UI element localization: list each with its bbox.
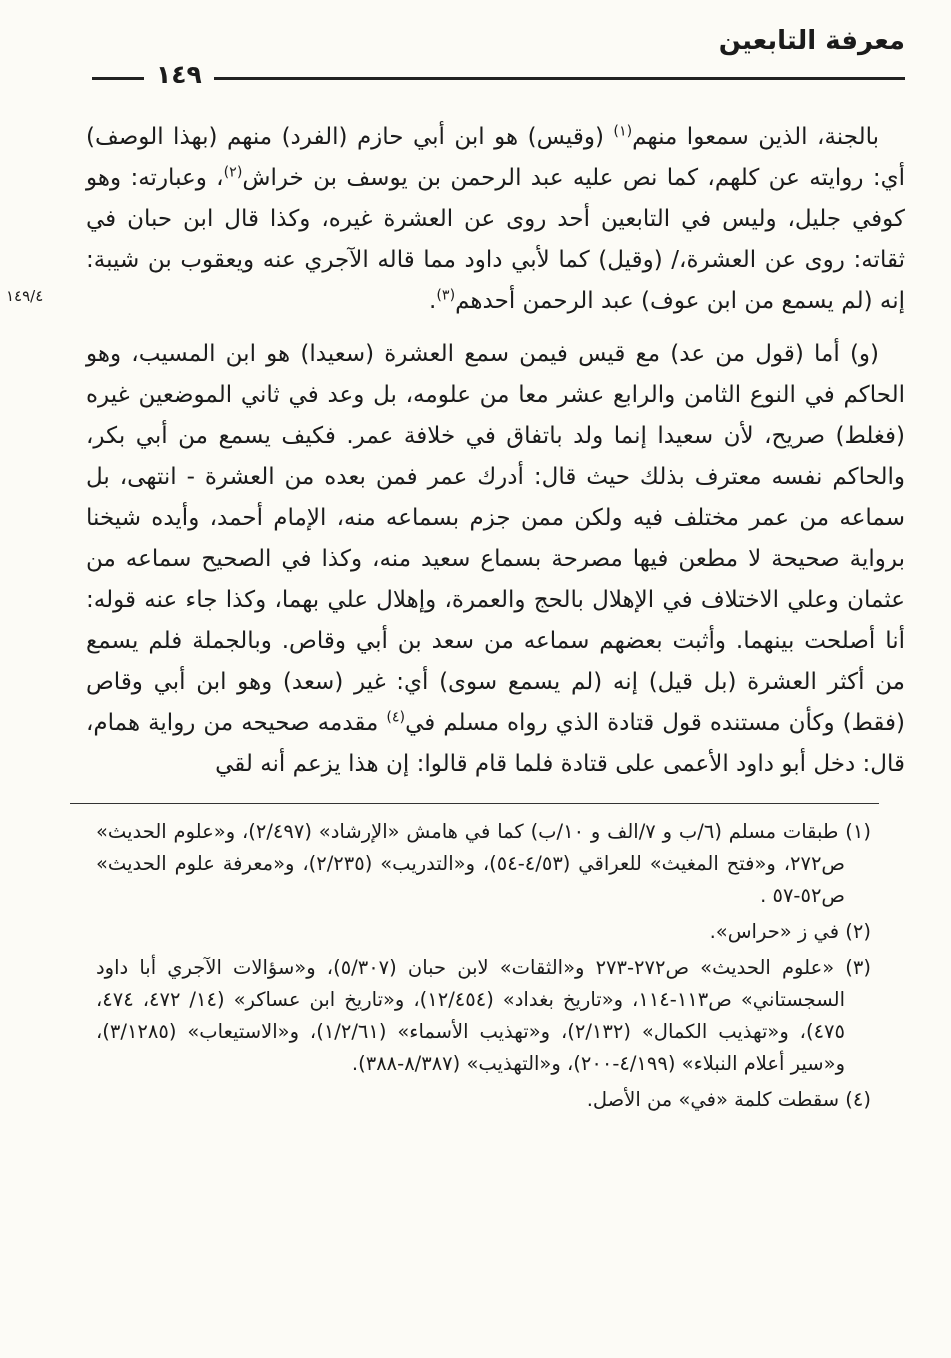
main-text xyxy=(86,117,905,785)
header-rule xyxy=(92,60,905,91)
margin-note: ١٤٩/٤ xyxy=(6,287,44,305)
footnote: (١) طبقات مسلم (٦/ب و ٧/الف و ١٠/ب) كما في هامش «الإرشاد» (٢/٤٩٧)، و«علوم الحديث» ص٢٧٢، و«فتح المغيث» للعراقي (٤/٥٣-٥٤)، و«التدريب» (٢/٢٣٥)، و«معرفة علوم الحديث» ص٥٢-٥٧ . xyxy=(96,820,872,907)
footnote-marker: (١) xyxy=(613,123,633,140)
footnote-marker: (٢) xyxy=(223,164,243,181)
body-paragraph: (و) أما (قول من عد) مع قيس فيمن سمع العشرة (سعيدا) هو ابن المسيب، وهو الحاكم في النوع الثامن والرابع عشر معا من علومه، بل وعد في ثاني الموضعين غيره (فغلط) صريح، لأن سعيدا إنما ولد باتفاق في خلافة عمر. فكيف يسمع من أبي بكر، والحاكم نفسه معترف بذلك حيث قال: أدرك عمر فمن بعده من العشرة - انتهى، بل سماعه من عمر مختلف فيه ولكن ممن جزم بسماعه منه، الإمام أحمد، وأيده شيخنا برواية صحيحة لا مطعن فيها مصرحة بسماع سعيد منه، وكذا في الصحيح سماعه من عثمان وعلي الاختلاف في الإهلال بالحج والعمرة، وإهلال علي بهما، وكذا جاء عنه قوله: أنا أصلحت بينهما. وأثبت بعضهم سماعه من سعد بن أبي وقاص. وبالجملة فلم يسمع من أكثر العشرة (بل قيل) إنه (لم يسمع سوى) أي: غير (سعد) وهو ابن أبي وقاص (فقط) وكأن مستنده قول قتادة الذي رواه مسلم في$^{(٤)}$ مقدمه صحيحه من رواية همام، قال: دخل أبو داود الأعمى على قتادة فلما قام قالوا: إن هذا يزعم أنه لقي xyxy=(86,341,905,777)
footnotes-section xyxy=(96,816,871,1116)
body-paragraph: بالجنة، الذين سمعوا منهم$^{(١)}$ (وقيس) هو ابن أبي حازم (الفرد) منهم (بهذا الوصف) أي: روايته عن كلهم، كما نص عليه عبد الرحمن بن يوسف بن خراش$^{(٢)}$، وعبارته: وهو كوفي جليل، وليس في التابعين أحد روى عن العشرة غيره، وكذا قال ابن حبان في ثقاته: روى عن العشرة،/ (وقيل) كما لأبي داود مما قاله الآجري عنه ويعقوب بن شيبة: إنه (لم يسمع من ابن عوف) عبد الرحمن أحدهم$^{(٣)}$. xyxy=(86,123,905,314)
page-number: ١٤٩ xyxy=(156,60,202,89)
footnote-marker: (٣) xyxy=(436,287,456,304)
header-rule-right-segment xyxy=(214,77,905,80)
footnote-separator xyxy=(70,803,879,804)
footnote: (٣) «علوم الحديث» ص٢٧٢-٢٧٣ و«الثقات» لابن حبان (٥/٣٠٧)، و«سؤالات الآجري أبا داود السجستاني» ص١١٣-١١٤، و«تاريخ بغداد» (١٢/٤٥٤)، و«تاريخ ابن عساكر» (١٤/ ٤٧٢، ٤٧٤، ٤٧٥)، و«تهذيب الكمال» (٢/١٣٢)، و«تهذيب الأسماء» (١/٢/٦١)، و«الاستيعاب» (٣/١٢٨٥)، و«سير أعلام النبلاء» (٤/١٩٩-٢٠٠)، و«التهذيب» (٨/٣٨٧-٣٨٨). xyxy=(96,956,871,1075)
footnote: (٢) في ز «حراس». xyxy=(709,920,871,943)
footnote: (٤) سقطت كلمة «في» من الأصل. xyxy=(586,1088,871,1111)
page-title: معرفة التابعين xyxy=(718,26,905,56)
footnote-marker: (٤) xyxy=(386,709,406,726)
header-rule-left-segment xyxy=(92,77,144,80)
